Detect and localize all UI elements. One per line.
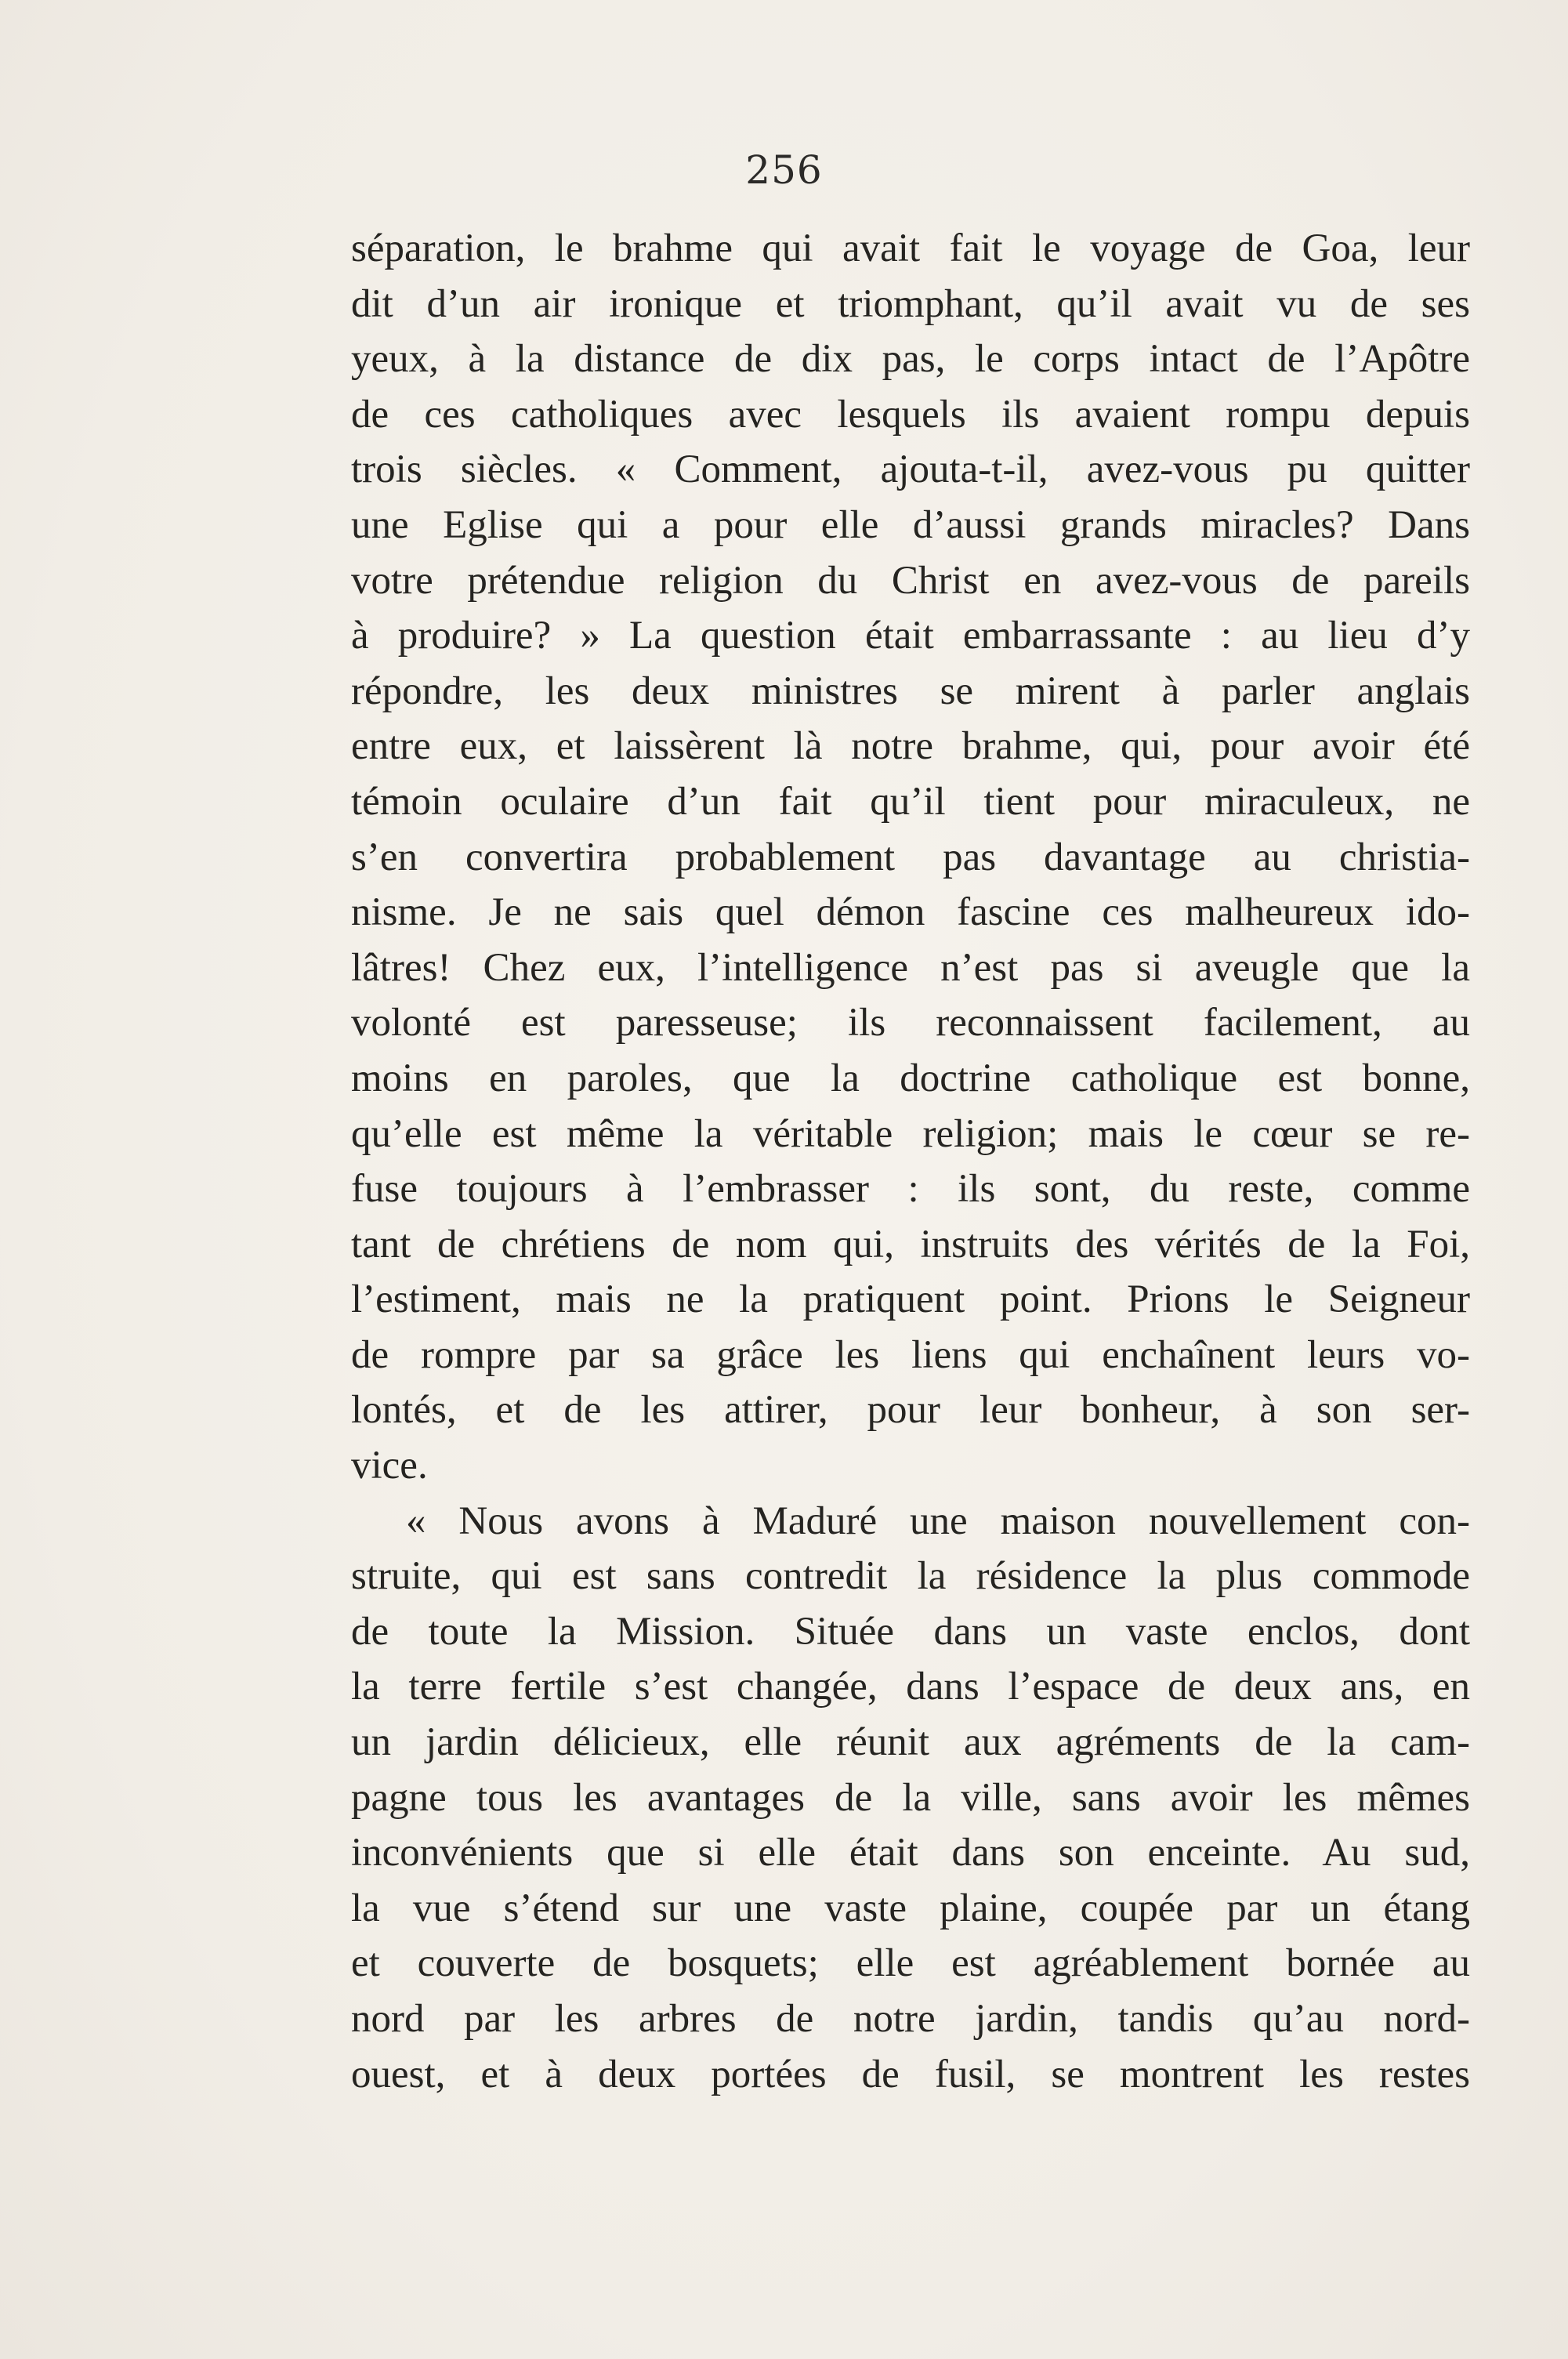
text-line: pagne tous les avantages de la ville, sans avoir les mêmes <box>351 1775 1470 1820</box>
text-line: un jardin délicieux, elle réunit aux agréments de la cam- <box>351 1720 1470 1765</box>
text-line: trois siècles. « Comment, ajouta-t-il, avez-vous pu quitter <box>351 448 1470 492</box>
text-line: lâtres! Chez eux, l’intelligence n’est pas si aveugle que la <box>351 945 1470 990</box>
text-line: inconvénients que si elle était dans son enceinte. Au sud, <box>351 1831 1470 1875</box>
text-line: de ces catholiques avec lesquels ils avaient rompu depuis <box>351 392 1470 437</box>
text-line: dit d’un air ironique et triomphant, qu’il avait vu de ses <box>351 281 1470 326</box>
page-number: 256 <box>745 147 823 193</box>
text-line: entre eux, et laissèrent là notre brahme, qui, pour avoir été <box>351 724 1470 769</box>
text-line: tant de chrétiens de nom qui, instruits des vérités de la Foi, <box>351 1222 1470 1266</box>
text-line: ouest, et à deux portées de fusil, se montrent les restes <box>351 2052 1470 2096</box>
text-line: « Nous avons à Maduré une maison nouvellement con- <box>406 1498 1470 1543</box>
text-line: la vue s’étend sur une vaste plaine, coupée par un étang <box>351 1886 1470 1930</box>
text-line: à produire? » La question était embarrassante : au lieu d’y <box>351 614 1470 658</box>
body-text <box>351 221 1470 2102</box>
text-line: nisme. Je ne sais quel démon fascine ces malheureux ido- <box>351 890 1470 935</box>
text-line: struite, qui est sans contredit la résidence la plus commode <box>351 1554 1470 1599</box>
text-line: séparation, le brahme qui avait fait le voyage de Goa, leur <box>351 226 1470 270</box>
text-line: et couverte de bosquets; elle est agréablement bornée au <box>351 1941 1470 1986</box>
text-line: l’estiment, mais ne la pratiquent point. Prions le Seigneur <box>351 1277 1470 1322</box>
text-line: qu’elle est même la véritable religion; mais le cœur se re- <box>351 1111 1470 1156</box>
text-line: moins en paroles, que la doctrine catholique est bonne, <box>351 1056 1470 1100</box>
text-line: lontés, et de les attirer, pour leur bonheur, à son ser- <box>351 1388 1470 1433</box>
text-line: nord par les arbres de notre jardin, tandis qu’au nord- <box>351 1997 1470 2041</box>
text-line: yeux, à la distance de dix pas, le corps intact de l’Apôtre <box>351 337 1470 382</box>
text-line: volonté est paresseuse; ils reconnaissent facilement, au <box>351 1001 1470 1045</box>
text-line: répondre, les deux ministres se mirent à parler anglais <box>351 669 1470 713</box>
text-line: la terre fertile s’est changée, dans l’espace de deux ans, en <box>351 1665 1470 1709</box>
text-line: votre prétendue religion du Christ en avez-vous de pareils <box>351 558 1470 603</box>
text-line: vice. <box>351 1444 428 1488</box>
text-line: une Eglise qui a pour elle d’aussi grands miracles? Dans <box>351 502 1470 547</box>
text-line: fuse toujours à l’embrasser : ils sont, du reste, comme <box>351 1167 1470 1212</box>
text-line: témoin oculaire d’un fait qu’il tient pour miraculeux, ne <box>351 779 1470 824</box>
text-line: de toute la Mission. Située dans un vaste enclos, dont <box>351 1609 1470 1654</box>
text-line: s’en convertira probablement pas davantage au christia- <box>351 835 1470 879</box>
text-line: de rompre par sa grâce les liens qui enchaînent leurs vo- <box>351 1332 1470 1377</box>
